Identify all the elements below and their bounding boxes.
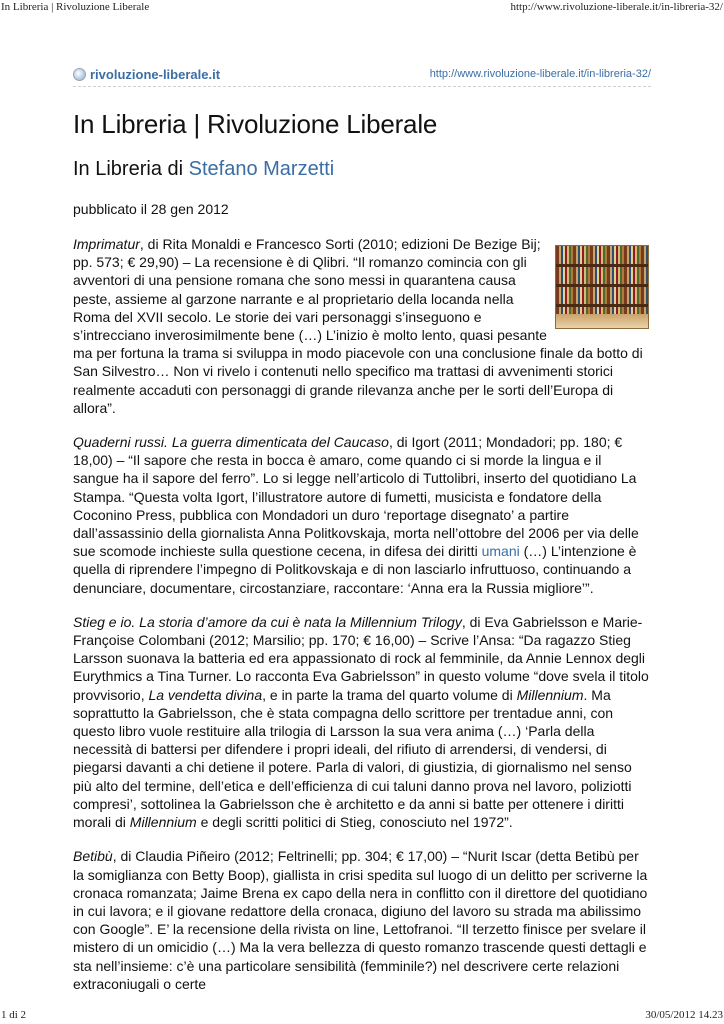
site-brand[interactable] bbox=[73, 67, 220, 82]
print-header-url: http://www.rivoluzione-liberale.it/in-libreria-32/ bbox=[510, 1, 723, 13]
review-imprimatur bbox=[73, 235, 651, 417]
site-url-link[interactable]: http://www.rivoluzione-liberale.it/in-libreria-32/ bbox=[429, 68, 651, 80]
book-title: Betibù bbox=[73, 848, 113, 865]
review-text: . Ma soprattutto la Gabrielsson, che è stata compagna dello scrittore per trentadue anni, con questo libro vuole restituire alla trilogia di Larsson la sua vera anima (…) ‘Parla della necessità di battersi per difendere i propri ideali, del rifiuto di arrendersi, di vendersi, di piegarsi davanti a chi detiene il potere. Parla di valori, di giustizia, di giornalismo nel senso più alto del termine, dell’etica e dell’efficienza di cui taluni danno prova nel lavoro, poliziotti compresi’, sottolinea la Gabrielsson che è architetto e da anni si batte per ottenere i diritti morali di bbox=[73, 686, 632, 831]
article-subtitle bbox=[73, 158, 651, 181]
review-text: , di Claudia Piñeiro (2012; Feltrinelli; pp. 304; € 17,00) – “Nurit Iscar (detta Betibù per la somiglianza con Betty Boop), giallista in crisi spedita sul luogo di un delitto per scriverne la cronaca romanzata; Jaime Brena ex capo della nera in conflitto con il direttore del quotidiano in cui lavora; e il giovane redattore della cronaca, digiuno del lavoro su strada ma abilissimo con Google”. E’ la recensione della rivista on line, Lettofranoi. “Il terzetto finisce per svelare il mistero di un omicidio (…) Ma la vera bellezza di questo romanzo trascende questi dettagli e sta nell’insieme: c’è una particolare sensibilità (femminile?) nel descrivere certe relazioni extraconiugali o certe bbox=[73, 848, 648, 992]
book-title: Stieg e io. La storia d’amore da cui è nata la Millennium Trilogy bbox=[73, 613, 462, 630]
page-number: 1 di 2 bbox=[1, 1009, 27, 1021]
site-bar bbox=[73, 62, 651, 87]
review-text: (…) L’intenzione è quella di riprendere l’impegno di Politkovskaja e di non lasciarlo infruttuoso, continuando a denunciare, documentare, circostanziare, raccontare: ‘Anna era la Russia migliore’”. bbox=[73, 543, 637, 596]
review-text: , di Rita Monaldi e Francesco Sorti (2010; edizioni De Bezige Bij; pp. 573; € 29,90) – La recensione è di Qlibri. “Il romanzo comincia con gli avventori di una pensione romana che sono messi in quarantena causa peste, assieme al garzone narrante e al proprietario della locanda nella Roma del XVII secolo. Le storie dei vari personaggi s’inseguono e s’intrecciano inverosimilmente bene (…) L’inizio è molto lento, quasi pesante ma per fortuna la trama si sviluppa in modo piacevole con una conclusione finale da botto di San Silvestro… Non vi rivelo i contenuti nello specifico ma trattasi di avvenimenti storici realmente accaduti con personaggi di grande rilevanza anche per le sorti dell’Europa di allora”. bbox=[73, 236, 643, 416]
italic-title: Millennium bbox=[129, 814, 197, 831]
book-title: Imprimatur bbox=[73, 236, 140, 252]
review-text: e degli scritti politici di Stieg, conosciuto nel 1972”. bbox=[196, 814, 513, 831]
review-quaderni-russi bbox=[73, 433, 651, 597]
review-text: , e in parte la trama del quarto volume di bbox=[262, 686, 517, 703]
site-name[interactable]: rivoluzione-liberale.it bbox=[90, 66, 221, 82]
italic-title: Millennium bbox=[516, 686, 584, 703]
publish-date: pubblicato il 28 gen 2012 bbox=[73, 201, 229, 217]
article-body bbox=[73, 235, 651, 993]
review-stieg-e-io bbox=[73, 613, 651, 831]
author-link[interactable]: Stefano Marzetti bbox=[188, 158, 335, 180]
subtitle-prefix: In Libreria di bbox=[73, 158, 189, 180]
print-footer bbox=[0, 1009, 724, 1021]
print-header bbox=[0, 1, 724, 13]
review-text: , di Igort (2011; Mondadori; pp. 180; € 18,00) – “Il sapore che resta in bocca è amaro, come quando ci si morde la lingua e il sangue ha il sapore del ferro”. Lo si legge nell’articolo di Tuttolibri, inserto del quotidiano La Stampa. “Questa volta Igort, l’illustratore autore di fumetti, musicista e fondatore della Coconino Press, pubblica con Mondadori un duro ‘reportage disegnato’ a partire dall’assassinio della giornalista Anna Politkovskaja, morta nell’ottobre del 2006 per via delle sue scomode inchieste sulla questione cecena, in difesa dei diritti bbox=[73, 434, 639, 560]
print-datetime: 30/05/2012 14.23 bbox=[645, 1009, 723, 1021]
italic-title: La vendetta divina bbox=[148, 686, 263, 703]
review-betibu bbox=[73, 847, 651, 993]
article-page bbox=[73, 62, 651, 1009]
print-header-title: In Libreria | Rivoluzione Liberale bbox=[1, 1, 150, 13]
bookshelf-photo bbox=[555, 245, 649, 329]
globe-icon bbox=[73, 68, 86, 81]
umani-link[interactable]: umani bbox=[481, 543, 520, 560]
page-title: In Libreria | Rivoluzione Liberale bbox=[73, 109, 438, 139]
book-title: Quaderni russi. La guerra dimenticata del Caucaso bbox=[73, 434, 389, 451]
review-text: , di Eva Gabrielsson e Marie-Françoise Colombani (2012; Marsilio; pp. 170; € 16,00) – Scrive l’Ansa: “Da ragazzo Stieg Larsson suonava la batteria ed era appassionato di rock al femminile, da Annie Lennox degli Eurythmics a Tina Turner. Lo racconta Eva Gabrielsson” in questo volume “dove svela il titolo provvisorio, bbox=[73, 613, 649, 703]
